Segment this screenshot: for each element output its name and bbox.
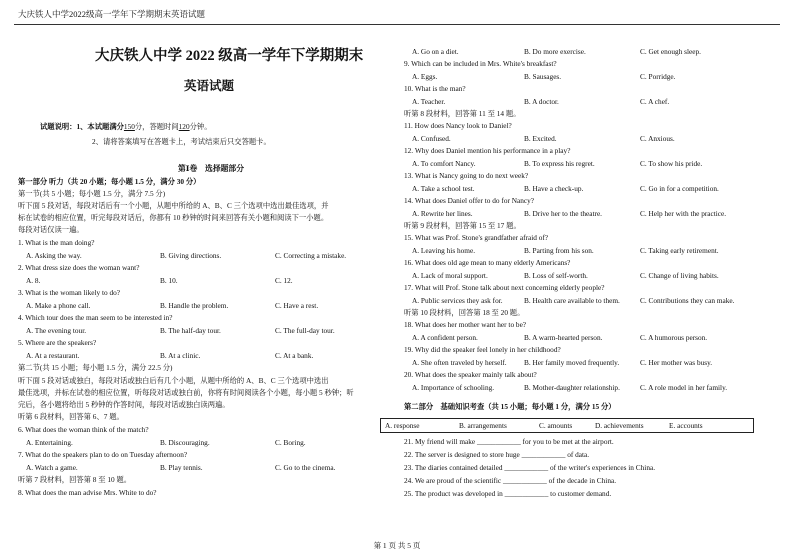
- blank-22: 22. The server is designed to store huge ____________ of data.: [404, 450, 590, 459]
- blank-24: 24. We are proud of the scientific ____________ of the decade in China.: [404, 476, 617, 485]
- full-score: 150: [123, 122, 135, 131]
- option-7c: C. Go to the cinema.: [275, 463, 336, 472]
- option-10b: B. A doctor.: [524, 97, 559, 106]
- question-19: 19. Why did the speaker feel lonely in her childhood?: [404, 345, 561, 354]
- question-6: 6. What does the woman think of the match?: [18, 425, 149, 434]
- option-2c: C. 12.: [275, 276, 293, 285]
- instructions-line-2: 2、请将答案填写在答题卡上，考试结束后只交答题卡。: [92, 137, 271, 146]
- option-6c: C. Boring.: [275, 438, 306, 447]
- question-1: 1. What is the man doing?: [18, 238, 95, 247]
- option-16a: A. Lack of moral support.: [412, 271, 488, 280]
- section1-directions-2: 标在试卷的相应位置，听完每段对话后，你都有 10 秒钟的时间来回答有关小题和阅读下一小题。: [18, 213, 329, 222]
- option-5b: B. At a clinic.: [160, 351, 201, 360]
- option-13a: A. Take a school test.: [412, 184, 475, 193]
- question-13: 13. What is Nancy going to do next week?: [404, 171, 529, 180]
- option-18a: A. A confident person.: [412, 333, 478, 342]
- blank-21: 21. My friend will make ____________ for you to be met at the airport.: [404, 437, 614, 446]
- option-12b: B. To express his regret.: [524, 159, 595, 168]
- option-2b: B. 10.: [160, 276, 178, 285]
- question-15: 15. What was Prof. Stone's grandfather afraid of?: [404, 233, 549, 242]
- option-9c: C. Porridge.: [640, 72, 676, 81]
- word-option-b: B. arrangements: [459, 421, 507, 430]
- instructions-mid: 分，答题时间: [134, 122, 179, 131]
- option-6b: B. Discouraging.: [160, 438, 210, 447]
- option-3b: B. Handle the problem.: [160, 301, 229, 310]
- option-12a: A. To comfort Nancy.: [412, 159, 476, 168]
- option-11a: A. Confused.: [412, 134, 451, 143]
- option-13b: B. Have a check-up.: [524, 184, 584, 193]
- question-2: 2. What dress size does the woman want?: [18, 263, 140, 272]
- option-4a: A. The evening tour.: [26, 326, 87, 335]
- part2-heading: 第二部分 基础知识考查（共 15 小题；每小题 1 分，满分 15 分）: [404, 402, 616, 411]
- question-14: 14. What does Daniel offer to do for Nancy?: [404, 196, 535, 205]
- option-14a: A. Rewrite her lines.: [412, 209, 473, 218]
- option-15b: B. Parting from his son.: [524, 246, 594, 255]
- option-5c: C. At a bank.: [275, 351, 314, 360]
- question-10: 10. What is the man?: [404, 84, 466, 93]
- material-8-note: 听第 8 段材料，回答第 11 至 14 题。: [404, 109, 521, 118]
- question-7: 7. What do the speakers plan to do on Tuesday afternoon?: [18, 450, 188, 459]
- option-17c: C. Contributions they can make.: [640, 296, 735, 305]
- option-8b: B. Do more exercise.: [524, 47, 586, 56]
- material-10-note: 听第 10 段材料，回答第 18 至 20 题。: [404, 308, 525, 317]
- question-5: 5. Where are the speakers?: [18, 338, 97, 347]
- option-3c: C. Have a rest.: [275, 301, 319, 310]
- option-15c: C. Taking early retirement.: [640, 246, 719, 255]
- exam-subtitle: 英语试题: [184, 79, 235, 93]
- question-11: 11. How does Nancy look to Daniel?: [404, 121, 512, 130]
- question-4: 4. Which tour does the man seem to be interested in?: [18, 313, 173, 322]
- option-9b: B. Sausages.: [524, 72, 562, 81]
- option-12c: C. To show his pride.: [640, 159, 703, 168]
- question-12: 12. Why does Daniel mention his performance in a play?: [404, 146, 571, 155]
- option-20b: B. Mother-daughter relationship.: [524, 383, 620, 392]
- word-option-d: D. achievements: [595, 421, 644, 430]
- word-option-c: C. amounts: [539, 421, 573, 430]
- option-8c: C. Get enough sleep.: [640, 47, 701, 56]
- material-9-note: 听第 9 段材料，回答第 15 至 17 题。: [404, 221, 521, 230]
- option-1a: A. Asking the way.: [26, 251, 82, 260]
- option-19b: B. Her family moved frequently.: [524, 358, 620, 367]
- option-5a: A. At a restaurant.: [26, 351, 80, 360]
- option-6a: A. Entertaining.: [26, 438, 73, 447]
- section2-directions-3: 完后，各小题将给出 5 秒钟的作答时间，每段对话或独白读两遍。: [18, 400, 230, 409]
- option-20a: A. Importance of schooling.: [412, 383, 495, 392]
- section2-heading: 第二节(共 15 小题；每小题 1.5 分，满分 22.5 分): [18, 363, 173, 372]
- option-10c: C. A chef.: [640, 97, 670, 106]
- instructions-prefix: 试题说明：1、本试题满分: [40, 122, 124, 131]
- instructions-line-1: [40, 122, 212, 131]
- option-11c: C. Anxious.: [640, 134, 675, 143]
- material-7-note: 听第 7 段材料，回答第 8 至 10 题。: [18, 475, 132, 484]
- section1-heading: 第一节(共 5 小题；每小题 1.5 分，满分 7.5 分): [18, 189, 166, 198]
- section2-directions-4: 听第 6 段材料，回答第 6、7 题。: [18, 412, 124, 421]
- section2-directions-2: 最佳选项，并标在试卷的相应位置，听每段对话或独白前，你将有时间阅读各个小题，每小题 5 秒钟；听: [18, 388, 354, 397]
- page-footer: 第 1 页 共 5 页: [373, 541, 421, 550]
- option-1c: C. Correcting a mistake.: [275, 251, 347, 260]
- question-17: 17. What will Prof. Stone talk about next concerning elderly people?: [404, 283, 605, 292]
- option-3a: A. Make a phone call.: [26, 301, 91, 310]
- word-box: [380, 418, 754, 433]
- option-9a: A. Eggs.: [412, 72, 438, 81]
- blank-25: 25. The product was developed in ____________ to customer demand.: [404, 489, 612, 498]
- question-18: 18. What does her mother want her to be?: [404, 320, 527, 329]
- option-14b: B. Drive her to the theatre.: [524, 209, 603, 218]
- option-11b: B. Excited.: [524, 134, 557, 143]
- option-18c: C. A humorous person.: [640, 333, 708, 342]
- option-16c: C. Change of living habits.: [640, 271, 719, 280]
- option-4c: C. The full-day tour.: [275, 326, 335, 335]
- question-8: 8. What does the man advise Mrs. White to do?: [18, 488, 157, 497]
- option-19c: C. Her mother was busy.: [640, 358, 713, 367]
- option-13c: C. Go in for a competition.: [640, 184, 719, 193]
- header-divider: [14, 24, 780, 25]
- option-15a: A. Leaving his home.: [412, 246, 476, 255]
- question-3: 3. What is the woman likely to do?: [18, 288, 121, 297]
- option-10a: A. Teacher.: [412, 97, 446, 106]
- page-header: 大庆铁人中学2022级高一学年下学期期末英语试题: [18, 9, 206, 19]
- question-16: 16. What does old age mean to many elderly Americans?: [404, 258, 571, 267]
- section1-directions-3: 每段对话仅读一遍。: [18, 225, 84, 234]
- instructions-post: 分钟。: [189, 122, 212, 131]
- option-2a: A. 8.: [26, 276, 41, 285]
- blank-23: 23. The diaries contained detailed ____________ of the writer's experiences in China.: [404, 463, 656, 472]
- option-7b: B. Play tennis.: [160, 463, 203, 472]
- option-17b: B. Health care available to them.: [524, 296, 620, 305]
- word-option-a: A. response: [385, 421, 420, 430]
- option-20c: C. A role model in her family.: [640, 383, 728, 392]
- option-4b: B. The half-day tour.: [160, 326, 221, 335]
- option-1b: B. Giving directions.: [160, 251, 222, 260]
- question-9: 9. Which can be included in Mrs. White's breakfast?: [404, 59, 557, 68]
- section2-directions-1: 听下面 5 段对话或独白，每段对话或独白后有几个小题，从题中所给的 A、B、C 三个选项中选出: [18, 376, 329, 385]
- option-19a: A. She often traveled by herself.: [412, 358, 507, 367]
- option-17a: A. Public services they ask for.: [412, 296, 503, 305]
- option-16b: B. Loss of self-worth.: [524, 271, 588, 280]
- option-18b: B. A warm-hearted person.: [524, 333, 603, 342]
- option-14c: C. Help her with the practice.: [640, 209, 727, 218]
- option-8a: A. Go on a diet.: [412, 47, 459, 56]
- exam-time: 120: [178, 122, 190, 131]
- part1-heading: 第一部分 听力（共 20 小题；每小题 1.5 分，满分 30 分）: [18, 177, 201, 186]
- word-option-e: E. accounts: [669, 421, 703, 430]
- section1-directions-1: 听下面 5 段对话，每段对话后有一个小题，从题中所给的 A、B、C 三个选项中选出最佳选项，并: [18, 201, 329, 210]
- volume-heading: 第Ⅰ卷 选择题部分: [178, 164, 245, 173]
- question-20: 20. What does the speaker mainly talk about?: [404, 370, 537, 379]
- exam-title: 大庆铁人中学 2022 级高一学年下学期期末: [95, 48, 364, 64]
- option-7a: A. Watch a game.: [26, 463, 78, 472]
